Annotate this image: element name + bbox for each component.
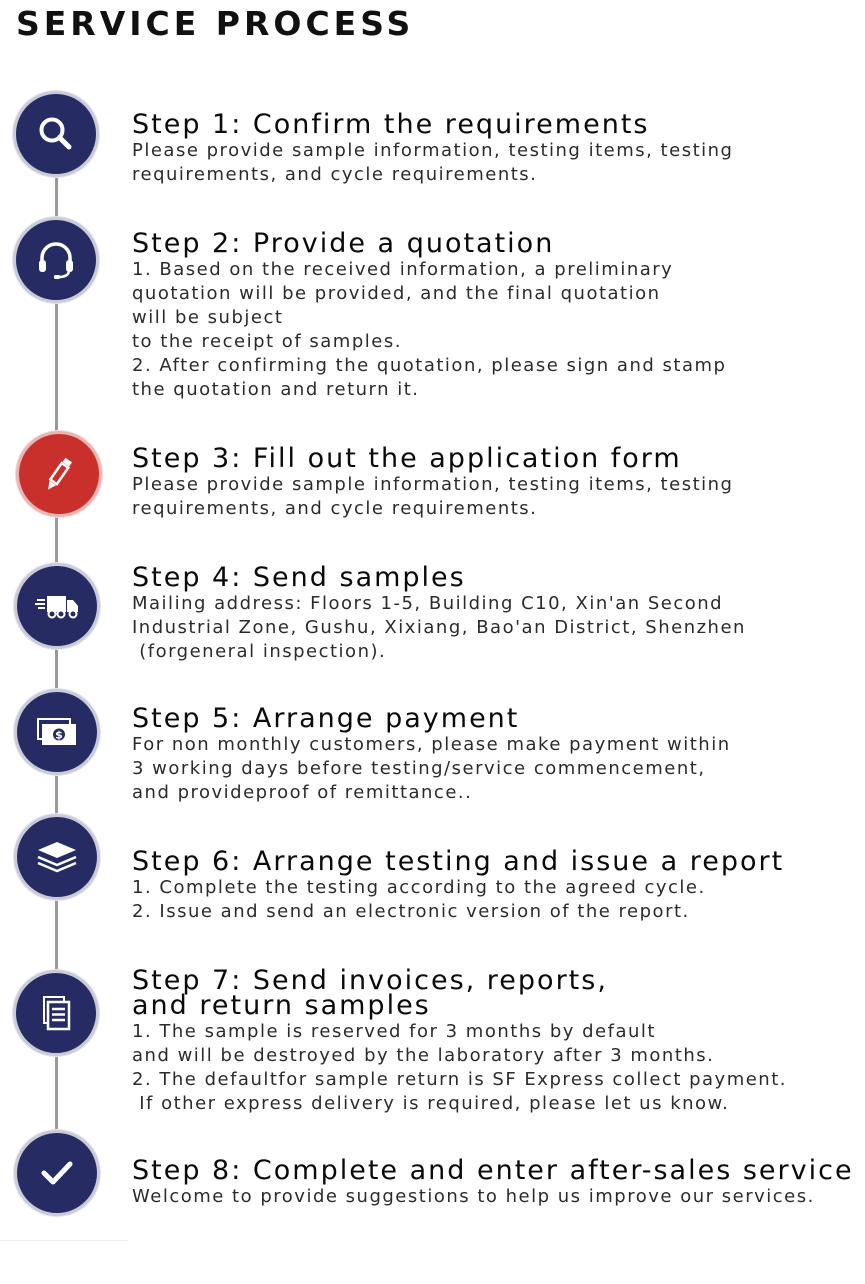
step-4-badge (17, 566, 97, 646)
step-description-line: Industrial Zone, Gushu, Xixiang, Bao'an District, Shenzhen (132, 617, 746, 638)
step-2-badge (16, 220, 96, 300)
step-description-line: (forgeneral inspection). (132, 641, 387, 662)
divider (0, 1240, 128, 1241)
step-3-badge (19, 434, 99, 514)
step-description-line: For non monthly customers, please make payment within (132, 734, 731, 755)
step-8-badge (17, 1133, 97, 1213)
money-icon (34, 709, 80, 755)
step-description-line: the quotation and return it. (132, 379, 420, 400)
step-description-line: Please provide sample information, testing items, testing (132, 474, 734, 495)
step-description (132, 733, 857, 805)
step-description (132, 258, 857, 402)
step-description-line: Please provide sample information, testing items, testing (132, 140, 734, 161)
step-description-line: 1. Complete the testing according to the agreed cycle. (132, 877, 706, 898)
step-3 (132, 443, 857, 521)
step-title: Step 2: Provide a quotation (132, 228, 555, 259)
step-description-line: 3 working days before testing/service commencement, (132, 758, 706, 779)
step-5-badge (17, 692, 97, 772)
step-description-line: requirements, and cycle requirements. (132, 164, 538, 185)
step-description-line: quotation will be provided, and the final quotation (132, 283, 661, 304)
step-2 (132, 228, 857, 402)
step-description (132, 876, 857, 924)
step-title: Step 5: Arrange payment (132, 703, 520, 734)
document-icon (33, 990, 79, 1036)
svg-text:$: $ (55, 728, 63, 742)
search-icon (33, 111, 79, 157)
step-description (132, 1185, 857, 1209)
delivery-truck-icon (34, 583, 80, 629)
page-title: SERVICE PROCESS (16, 4, 415, 43)
checkmark-icon (34, 1150, 80, 1196)
step-description-line: 2. The defaultfor sample return is SF Express collect payment. (132, 1069, 787, 1090)
step-8 (132, 1155, 857, 1209)
step-title: Step 7: Send invoices, reports, (132, 965, 608, 996)
step-6-badge (17, 817, 97, 897)
layers-icon (34, 834, 80, 880)
step-description-line: If other express delivery is required, please let us know. (132, 1093, 730, 1114)
step-description-line: Welcome to provide suggestions to help us improve our services. (132, 1186, 815, 1207)
step-6 (132, 846, 857, 924)
step-description (132, 473, 857, 521)
step-description-line: 2. After confirming the quotation, please sign and stamp (132, 355, 727, 376)
step-4 (132, 562, 857, 664)
step-description-line: and will be destroyed by the laboratory after 3 months. (132, 1045, 715, 1066)
step-title: Step 4: Send samples (132, 562, 466, 593)
step-description-line: requirements, and cycle requirements. (132, 498, 538, 519)
step-title: Step 3: Fill out the application form (132, 443, 682, 474)
headset-icon (33, 237, 79, 283)
step-description (132, 139, 857, 187)
step-5 (132, 703, 857, 805)
step-description-line: to the receipt of samples. (132, 331, 402, 352)
step-description-line: 1. Based on the received information, a preliminary (132, 259, 674, 280)
step-title: Step 8: Complete and enter after-sales service (132, 1155, 854, 1186)
step-1 (132, 109, 857, 187)
step-description-line: 2. Issue and send an electronic version of the report. (132, 901, 690, 922)
step-description (132, 592, 857, 664)
pencil-icon (36, 451, 82, 497)
step-7-badge (16, 973, 96, 1053)
step-7 (132, 965, 857, 1116)
step-title: Step 6: Arrange testing and issue a report (132, 846, 785, 877)
step-description-line: 1. The sample is reserved for 3 months by default (132, 1021, 656, 1042)
step-description-line: and provideproof of remittance.. (132, 782, 473, 803)
step-1-badge (16, 94, 96, 174)
step-title-continued: and return samples (132, 990, 431, 1021)
step-description (132, 1020, 857, 1116)
step-description-line: Mailing address: Floors 1-5, Building C10, Xin'an Second (132, 593, 724, 614)
step-title: Step 1: Confirm the requirements (132, 109, 650, 140)
step-description-line: will be subject (132, 307, 284, 328)
